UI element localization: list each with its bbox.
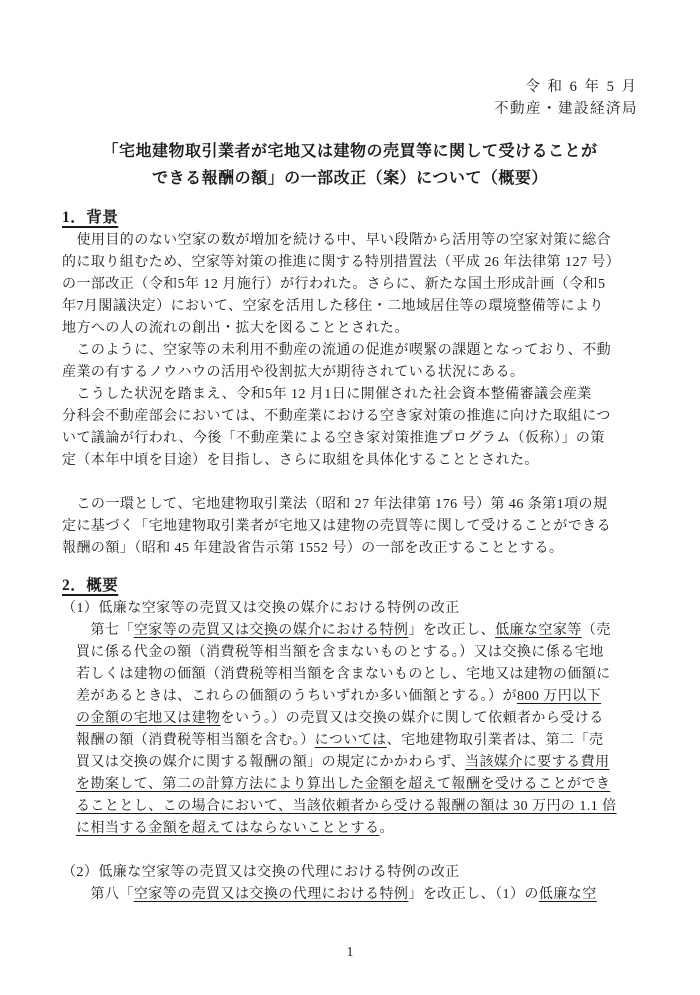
underlined-text: 800 万円以下 — [516, 689, 602, 704]
text-line — [76, 884, 638, 906]
text-run: の一部改正（令和5年 12 月施行）が行われた。さらに、新たな国土形成計画（令和5 — [62, 277, 606, 292]
text-run: （売 — [581, 623, 611, 638]
paragraph — [62, 340, 638, 384]
paragraph — [62, 494, 638, 560]
underlined-text: 低廉な空家等 — [495, 623, 582, 638]
underlined-text: 空家等の売買又は交換の媒介における特例 — [133, 623, 409, 638]
text-run: 買に係る代金の額（消費税等相当額を含まないものとする。）又は交換に係る宅地 — [76, 645, 604, 660]
text-run: 第七「 — [76, 623, 134, 638]
text-run: をいう。）の売買又は交換の媒介に関して依頼者から受ける — [220, 711, 604, 726]
text-line — [62, 318, 638, 340]
text-line — [62, 230, 638, 252]
blank-line — [62, 472, 638, 494]
text-run: この一環として、宅地建物取引業法（昭和 27 年法律第 176 号）第 46 条第1項の規 — [62, 497, 608, 512]
issuing-bureau: 不動産・建設経済局 — [494, 101, 638, 117]
text-line — [62, 538, 638, 560]
text-line — [62, 362, 638, 384]
text-line — [76, 730, 638, 752]
document-content — [0, 76, 700, 906]
text-line — [76, 620, 638, 642]
text-line — [76, 642, 638, 664]
text-line — [62, 274, 638, 296]
document-title-line2: できる報酬の額」の一部改正（案）について（概要） — [152, 170, 548, 187]
text-line — [62, 450, 638, 472]
paragraph — [62, 384, 638, 472]
text-line — [62, 252, 638, 274]
text-run: 第八「 — [76, 887, 134, 902]
underlined-text: の金額の宅地又は建物 — [76, 711, 221, 726]
subsection-heading: （2）低廉な空家等の売買又は交換の代理における特例の改正 — [62, 865, 460, 880]
text-run: 」を改正し、 — [408, 623, 496, 638]
text-line — [76, 686, 638, 708]
text-run: こうした状況を踏まえ、令和5年 12 月1日に開催された社会資本整備審議会産業 — [62, 387, 592, 402]
text-run: 買又は交換の媒介に関する報酬の額」の規定にかかわらず、 — [76, 755, 466, 770]
underlined-text: 当該媒介に要する費用 — [465, 755, 610, 770]
text-run: 使用目的のない空家の数が増加を続ける中、早い段階から活用等の空家対策に総合 — [62, 233, 612, 248]
text-run: 若しくは建物の価額（消費税等相当額を含まないものとし、宅地又は建物の価額に — [76, 667, 611, 682]
document-header — [62, 76, 638, 120]
text-run: 。 — [379, 821, 394, 836]
text-line — [62, 384, 638, 406]
blank-line — [62, 840, 638, 862]
text-line — [62, 296, 638, 318]
text-run: 報酬の額（消費税等相当額を含む。） — [76, 733, 315, 748]
underlined-text: に相当する金額を超えてはならないこととする — [76, 821, 380, 836]
underlined-text: 低廉な空 — [538, 887, 597, 902]
text-line — [76, 752, 638, 774]
text-run: このように、空家等の未利用不動産の流通の促進が喫緊の課題となっており、不動 — [62, 343, 612, 358]
document-body — [62, 206, 638, 906]
paragraph — [76, 884, 638, 906]
document-title-line1: 「宅地建物取引業者が宅地又は建物の売買等に関して受けることが — [102, 143, 598, 160]
text-run: 的に取り組むため、空家等対策の推進に関する特別措置法（平成 26 年法律第 127 号） — [62, 255, 621, 270]
underlined-text: については — [314, 733, 387, 748]
document-title — [62, 138, 638, 192]
section-heading — [62, 574, 638, 598]
text-run: 定に基づく「宅地建物取引業者が宅地又は建物の売買等に関して受けることができる — [62, 519, 612, 534]
paragraph — [76, 620, 638, 840]
text-run: 地方への人の流れの創出・拡大を図ることとされた。 — [62, 321, 409, 336]
text-run: 年7月閣議決定）において、空家を活用した移住・二地域居住等の環境整備等により — [62, 299, 604, 314]
text-run: 定（本年中頃を目途）を目指し、さらに取組を具体化することとされた。 — [62, 453, 539, 468]
document-date: 令 和 6 年 5 月 — [525, 79, 638, 95]
text-run: 、宅地建物取引業者は、第二「売 — [386, 733, 604, 748]
underlined-text: 空家等の売買又は交換の代理における特例 — [133, 887, 409, 902]
subsection-heading: （1）低廉な空家等の売買又は交換の媒介における特例の改正 — [62, 601, 460, 616]
text-run: いて議論が行われ、今後「不動産業による空き家対策推進プログラム（仮称）」の策 — [62, 431, 605, 446]
section-heading-text: 2．概要 — [62, 577, 119, 594]
text-run: 報酬の額」（昭和 45 年建設省告示第 1552 号）の一部を改正することとする。 — [62, 541, 564, 556]
text-line — [76, 818, 638, 840]
text-run: 分科会不動産部会においては、不動産業における空き家対策の推進に向けた取組につ — [62, 409, 611, 424]
text-line — [76, 774, 638, 796]
text-line — [62, 494, 638, 516]
section-heading-text: 1．背景 — [62, 209, 119, 226]
text-line — [76, 708, 638, 730]
page-number: 1 — [346, 944, 354, 959]
text-run: 差があるときは、これらの価額のうちいずれか多い価額とする。）が — [76, 689, 517, 704]
paragraph — [62, 230, 638, 340]
text-run: 」を改正し、（1）の — [408, 887, 539, 902]
section-heading — [62, 206, 638, 230]
underlined-text: を勘案して、第二の計算方法により算出した金額を超えて報酬を受けることができ — [76, 777, 611, 792]
text-line — [62, 406, 638, 428]
text-line — [62, 340, 638, 362]
text-line — [76, 796, 638, 818]
text-line — [62, 428, 638, 450]
text-run: 産業の有するノウハウの活用や役割拡大が期待されている状況にある。 — [62, 365, 525, 380]
text-line — [76, 664, 638, 686]
underlined-text: ることとし、この場合において、当該依頼者から受ける報酬の額は 30 万円の 1.1 倍 — [76, 799, 617, 814]
text-line — [62, 516, 638, 538]
